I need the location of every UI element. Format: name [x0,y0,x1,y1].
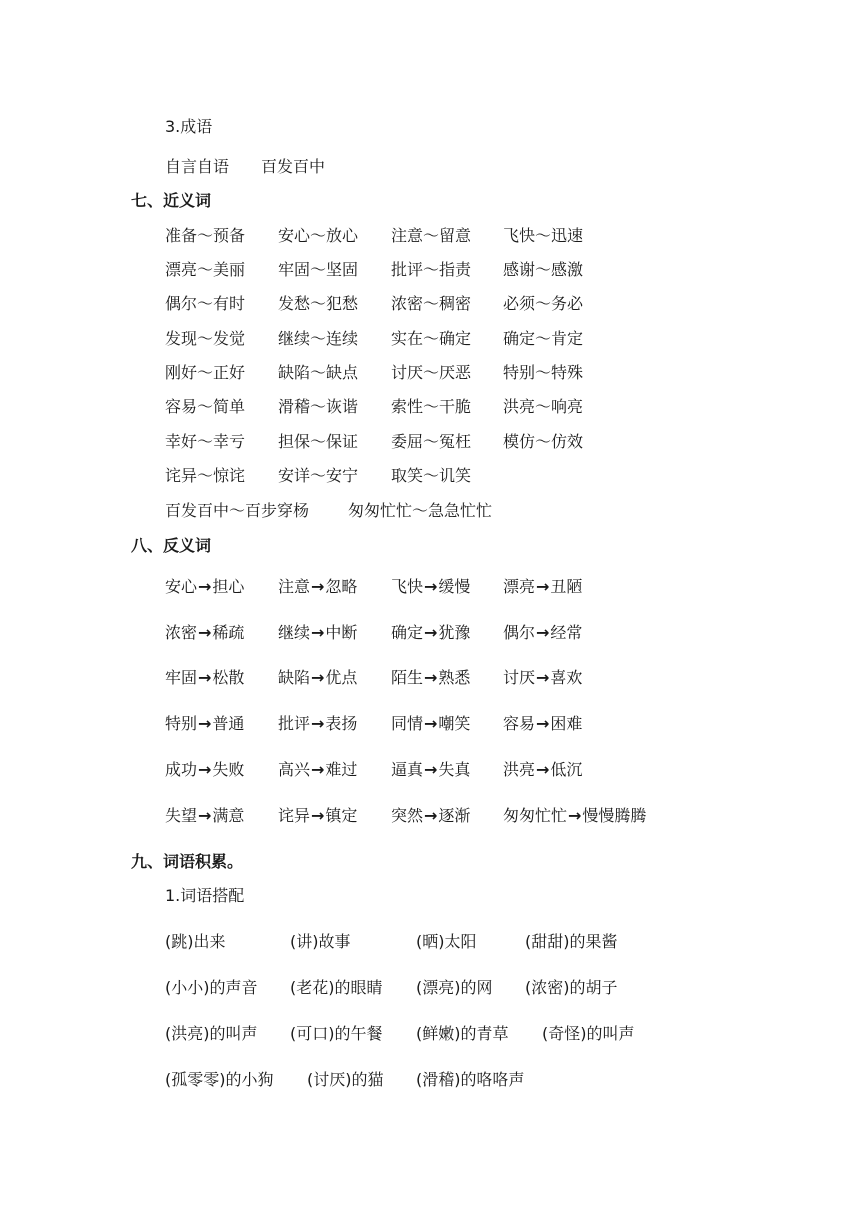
arrow-right-icon: → [198,760,212,779]
antonym-word: 犹豫 [438,623,471,642]
arrow-right-icon: → [424,714,438,733]
antonyms-heading: 八、反义词 [131,536,212,555]
antonym-pair [391,714,470,734]
antonym-word: 确定 [391,623,424,642]
synonym-pair: 担保～保证 [278,432,359,451]
idiom-subtitle: 3.成语 [165,117,213,136]
synonym-pair: 牢固～坚固 [278,260,359,279]
collocation-item: (讲)故事 [290,932,351,951]
synonym-pair: 偶尔～有时 [165,294,246,313]
antonym-word: 松散 [212,668,245,687]
idiom-item: 自言自语 [165,157,230,176]
antonym-word: 成功 [165,760,198,779]
synonyms-heading: 七、近义词 [131,191,212,210]
arrow-right-icon: → [311,760,325,779]
antonym-pair [278,668,357,688]
synonym-pair: 批评～指责 [391,260,472,279]
arrow-right-icon: → [311,623,325,642]
antonym-word: 表扬 [325,714,358,733]
synonym-pair: 注意～留意 [391,226,472,245]
collocation-item: (老花)的眼睛 [290,978,383,997]
collocation-item: (奇怪)的叫声 [542,1024,635,1043]
antonym-word: 偶尔 [503,623,536,642]
arrow-right-icon: → [198,577,212,596]
synonym-pair: 缺陷～缺点 [278,363,359,382]
arrow-right-icon: → [198,668,212,687]
arrow-right-icon: → [424,760,438,779]
arrow-right-icon: → [311,806,325,825]
synonym-pair: 委屈～冤枉 [391,432,472,451]
synonym-pair: 洪亮～响亮 [503,397,584,416]
synonym-pair: 百发百中～百步穿杨 [165,501,310,520]
arrow-right-icon: → [536,577,550,596]
arrow-right-icon: → [424,577,438,596]
antonym-word: 缺陷 [278,668,311,687]
collocation-item: (小小)的声音 [165,978,258,997]
collocation-subtitle: 1.词语搭配 [165,886,245,905]
antonym-pair [278,577,357,597]
antonym-word: 特别 [165,714,198,733]
synonym-pair: 取笑～讥笑 [391,466,472,485]
arrow-right-icon: → [536,760,550,779]
synonym-pair: 安详～安宁 [278,466,359,485]
synonym-pair: 安心～放心 [278,226,359,245]
synonym-pair: 确定～肯定 [503,329,584,348]
arrow-right-icon: → [536,714,550,733]
synonym-pair: 刚好～正好 [165,363,246,382]
antonym-pair [165,806,244,826]
arrow-right-icon: → [311,714,325,733]
antonym-word: 批评 [278,714,311,733]
antonym-pair [165,714,244,734]
antonym-word: 难过 [325,760,358,779]
antonym-word: 安心 [165,577,198,596]
synonym-pair: 继续～连续 [278,329,359,348]
antonym-word: 漂亮 [503,577,536,596]
antonym-word: 嘲笑 [438,714,471,733]
synonym-pair: 模仿～仿效 [503,432,584,451]
antonym-word: 困难 [550,714,583,733]
arrow-right-icon: → [311,668,325,687]
antonym-word: 逐渐 [438,806,471,825]
antonym-word: 匆匆忙忙 [503,806,568,825]
antonym-word: 低沉 [550,760,583,779]
antonym-pair [503,760,582,780]
antonym-pair [278,623,357,643]
antonym-word: 诧异 [278,806,311,825]
synonym-pair: 发愁～犯愁 [278,294,359,313]
antonym-word: 担心 [212,577,245,596]
synonym-pair: 诧异～惊诧 [165,466,246,485]
synonym-pair: 实在～确定 [391,329,472,348]
antonym-pair [391,760,470,780]
antonym-word: 高兴 [278,760,311,779]
antonym-pair [278,714,357,734]
arrow-right-icon: → [198,623,212,642]
antonym-pair [165,623,244,643]
antonym-word: 同情 [391,714,424,733]
synonym-pair: 滑稽～诙谐 [278,397,359,416]
collocation-item: (滑稽)的咯咯声 [416,1070,525,1089]
collocation-item: (讨厌)的猫 [307,1070,384,1089]
antonym-word: 慢慢腾腾 [582,806,647,825]
antonym-word: 突然 [391,806,424,825]
synonym-pair: 漂亮～美丽 [165,260,246,279]
collocation-item: (跳)出来 [165,932,226,951]
antonym-word: 丑陋 [550,577,583,596]
antonym-word: 失真 [438,760,471,779]
word-accumulation-heading: 九、词语积累。 [131,852,244,871]
antonym-word: 经常 [550,623,583,642]
arrow-right-icon: → [536,668,550,687]
antonym-pair [165,577,244,597]
antonym-word: 镇定 [325,806,358,825]
arrow-right-icon: → [424,668,438,687]
synonym-pair: 特别～特殊 [503,363,584,382]
synonym-pair: 发现～发觉 [165,329,246,348]
collocation-item: (洪亮)的叫声 [165,1024,258,1043]
antonym-pair [503,668,582,688]
arrow-right-icon: → [536,623,550,642]
antonym-pair [391,668,470,688]
synonym-pair: 幸好～幸亏 [165,432,246,451]
collocation-item: (漂亮)的网 [416,978,493,997]
antonym-pair [278,760,357,780]
antonym-word: 容易 [503,714,536,733]
antonym-word: 浓密 [165,623,198,642]
antonym-word: 逼真 [391,760,424,779]
antonym-word: 飞快 [391,577,424,596]
collocation-item: (甜甜)的果酱 [525,932,618,951]
antonym-word: 稀疏 [212,623,245,642]
antonym-word: 满意 [212,806,245,825]
antonym-pair [391,623,470,643]
synonym-pair: 匆匆忙忙～急急忙忙 [348,501,493,520]
collocation-item: (可口)的午餐 [290,1024,383,1043]
synonym-pair: 必须～务必 [503,294,584,313]
antonym-pair [503,714,582,734]
antonym-pair [165,760,244,780]
arrow-right-icon: → [198,806,212,825]
antonym-word: 陌生 [391,668,424,687]
synonym-pair: 飞快～迅速 [503,226,584,245]
antonym-pair [503,806,646,826]
idiom-item: 百发百中 [261,157,326,176]
synonym-pair: 准备～预备 [165,226,246,245]
arrow-right-icon: → [424,623,438,642]
synonym-pair: 感谢～感激 [503,260,584,279]
antonym-word: 普通 [212,714,245,733]
antonym-word: 继续 [278,623,311,642]
collocation-item: (浓密)的胡子 [525,978,618,997]
antonym-word: 喜欢 [550,668,583,687]
collocation-item: (鲜嫩)的青草 [416,1024,509,1043]
antonym-word: 注意 [278,577,311,596]
synonym-pair: 浓密～稠密 [391,294,472,313]
arrow-right-icon: → [424,806,438,825]
antonym-pair [165,668,244,688]
antonym-pair [503,577,582,597]
antonym-word: 失望 [165,806,198,825]
collocation-item: (孤零零)的小狗 [165,1070,274,1089]
arrow-right-icon: → [568,806,582,825]
synonym-pair: 讨厌～厌恶 [391,363,472,382]
antonym-word: 忽略 [325,577,358,596]
antonym-word: 讨厌 [503,668,536,687]
arrow-right-icon: → [198,714,212,733]
antonym-pair [391,806,470,826]
antonym-word: 优点 [325,668,358,687]
antonym-word: 失败 [212,760,245,779]
antonym-word: 熟悉 [438,668,471,687]
collocation-item: (晒)太阳 [416,932,477,951]
antonym-pair [278,806,357,826]
antonym-word: 中断 [325,623,358,642]
antonym-pair [391,577,470,597]
antonym-word: 缓慢 [438,577,471,596]
antonym-word: 洪亮 [503,760,536,779]
antonym-pair [503,623,582,643]
synonym-pair: 容易～简单 [165,397,246,416]
antonym-word: 牢固 [165,668,198,687]
arrow-right-icon: → [311,577,325,596]
synonym-pair: 索性～干脆 [391,397,472,416]
